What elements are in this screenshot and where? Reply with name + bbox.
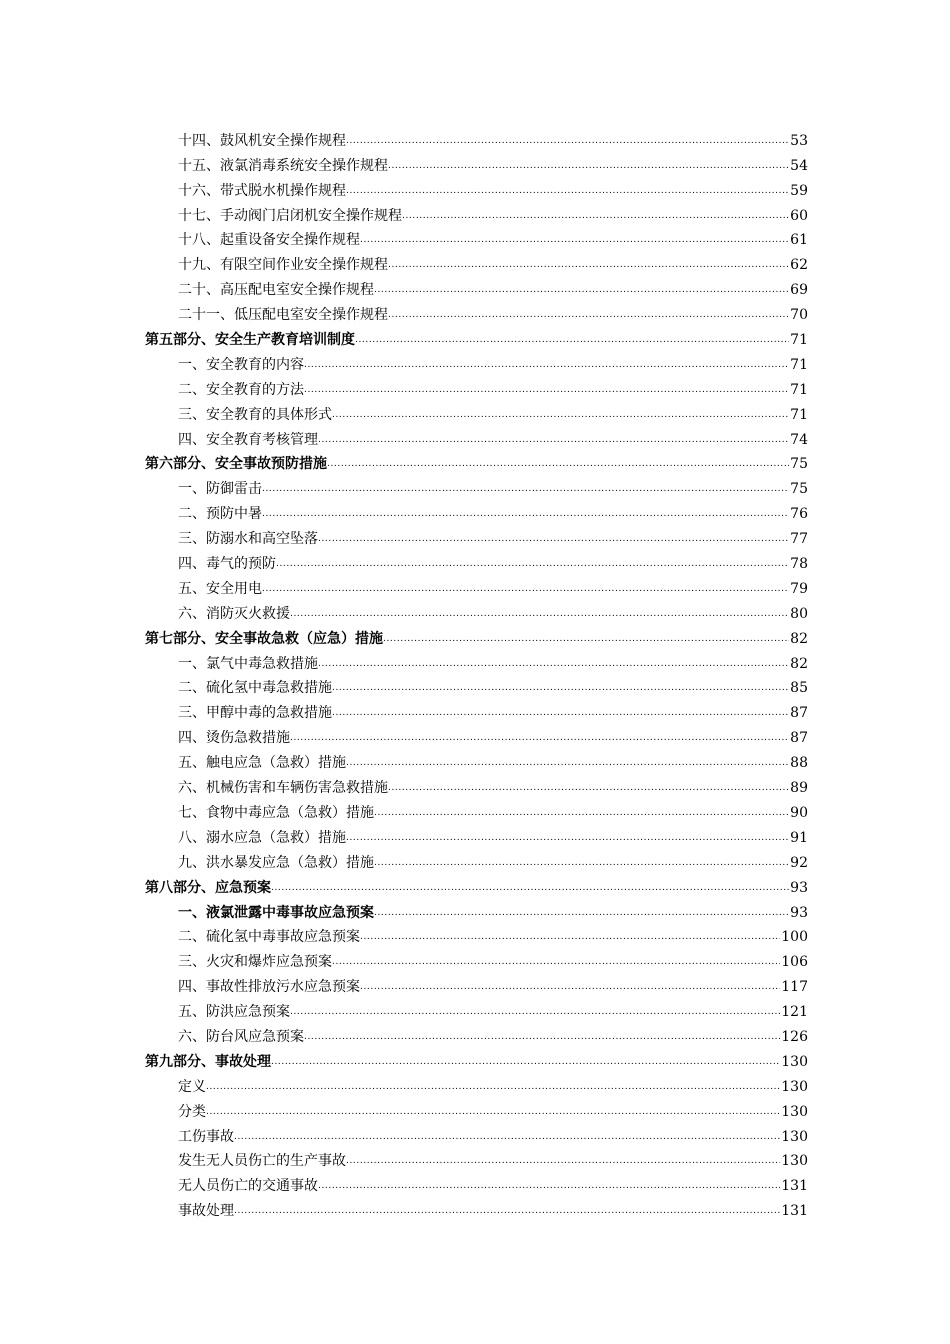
toc-dot-leader — [360, 982, 780, 993]
toc-entry[interactable] — [145, 772, 808, 797]
toc-entry-title: 十七、手动阀门启闭机安全操作规程 — [178, 207, 402, 224]
toc-entry[interactable] — [145, 822, 808, 847]
toc-entry[interactable] — [145, 374, 808, 399]
toc-entry[interactable] — [145, 523, 808, 548]
toc-entry[interactable] — [145, 722, 808, 747]
toc-entry-title: 五、防洪应急预案 — [178, 1004, 290, 1021]
toc-entry-title: 二、硫化氢中毒事故应急预案 — [178, 929, 360, 946]
toc-entry-title: 四、毒气的预防 — [178, 556, 276, 573]
toc-entry-title: 八、溺水应急（急救）措施 — [178, 829, 346, 846]
toc-page-number: 71 — [790, 332, 808, 349]
toc-page-number: 69 — [790, 282, 808, 299]
toc-entry-title: 三、防溺水和高空坠落 — [178, 531, 318, 548]
toc-entry-title: 二、预防中暑 — [178, 506, 262, 523]
toc-entry-title: 第七部分、安全事故急救（应急）措施 — [145, 630, 383, 647]
toc-entry-title: 六、机械伤害和车辆伤害急救措施 — [178, 780, 388, 797]
toc-entry[interactable] — [145, 548, 808, 573]
toc-page-number: 82 — [790, 630, 808, 647]
toc-dot-leader — [271, 1057, 780, 1068]
toc-dot-leader — [388, 260, 789, 271]
toc-entry-title: 第五部分、安全生产教育培训制度 — [145, 332, 355, 349]
toc-page-number: 93 — [790, 904, 808, 921]
toc-entry-title: 发生无人员伤亡的生产事故 — [178, 1153, 346, 1170]
toc-part-entry[interactable] — [145, 623, 808, 648]
toc-dot-leader — [346, 186, 789, 197]
toc-entry[interactable] — [145, 897, 808, 922]
toc-entry[interactable] — [145, 1021, 808, 1046]
toc-entry-title: 第八部分、应急预案 — [145, 879, 271, 896]
toc-entry-title: 十六、带式脱水机操作规程 — [178, 182, 346, 199]
toc-entry-title: 四、事故性排放污水应急预案 — [178, 979, 360, 996]
toc-dot-leader — [346, 833, 789, 844]
toc-dot-leader — [402, 211, 789, 222]
toc-page-number: 77 — [790, 531, 808, 548]
toc-dot-leader — [304, 385, 789, 396]
toc-entry[interactable] — [145, 150, 808, 175]
toc-entry-title: 第九部分、事故处理 — [145, 1053, 271, 1070]
toc-entry-title: 分类 — [178, 1103, 206, 1120]
toc-dot-leader — [206, 1107, 780, 1118]
toc-entry[interactable] — [145, 598, 808, 623]
toc-dot-leader — [234, 1132, 780, 1143]
toc-page-number: 70 — [790, 307, 808, 324]
toc-page-number: 71 — [790, 356, 808, 373]
toc-entry[interactable] — [145, 1121, 808, 1146]
toc-page-number: 54 — [790, 157, 808, 174]
toc-dot-leader — [327, 459, 789, 470]
toc-page-number: 89 — [790, 780, 808, 797]
toc-page-number: 130 — [781, 1053, 808, 1070]
toc-part-entry[interactable] — [145, 872, 808, 897]
toc-dot-leader — [262, 584, 789, 595]
toc-entry-title: 二、硫化氢中毒急救措施 — [178, 680, 332, 697]
toc-dot-leader — [374, 858, 789, 869]
toc-entry-title: 四、烫伤急救措施 — [178, 730, 290, 747]
toc-entry-title: 一、安全教育的内容 — [178, 356, 304, 373]
toc-entry[interactable] — [145, 200, 808, 225]
toc-page-number: 60 — [790, 207, 808, 224]
toc-page-number: 71 — [790, 406, 808, 423]
toc-entry-title: 三、安全教育的具体形式 — [178, 406, 332, 423]
toc-entry[interactable] — [145, 946, 808, 971]
toc-dot-leader — [346, 136, 789, 147]
toc-dot-leader — [346, 758, 789, 769]
toc-entry[interactable] — [145, 125, 808, 150]
toc-entry[interactable] — [145, 249, 808, 274]
toc-entry-title: 一、液氯泄露中毒事故应急预案 — [178, 904, 374, 921]
toc-entry-title: 七、食物中毒应急（急救）措施 — [178, 804, 374, 821]
toc-page-number: 131 — [781, 1178, 808, 1195]
toc-entry[interactable] — [145, 299, 808, 324]
toc-entry-title: 无人员伤亡的交通事故 — [178, 1178, 318, 1195]
toc-entry[interactable] — [145, 473, 808, 498]
toc-entry-title: 五、安全用电 — [178, 580, 262, 597]
toc-entry[interactable] — [145, 673, 808, 698]
toc-page-number: 74 — [790, 431, 808, 448]
toc-entry[interactable] — [145, 349, 808, 374]
toc-entry[interactable] — [145, 1071, 808, 1096]
toc-dot-leader — [276, 559, 789, 570]
toc-page-number: 90 — [790, 804, 808, 821]
toc-dot-leader — [318, 1181, 780, 1192]
toc-part-entry[interactable] — [145, 449, 808, 474]
toc-entry-title: 二十一、低压配电室安全操作规程 — [178, 307, 388, 324]
toc-entry[interactable] — [145, 399, 808, 424]
toc-page-number: 87 — [790, 730, 808, 747]
toc-entry-title: 四、安全教育考核管理 — [178, 431, 318, 448]
toc-entry[interactable] — [145, 175, 808, 200]
toc-dot-leader — [290, 609, 789, 620]
toc-entry[interactable] — [145, 1170, 808, 1195]
toc-entry-title: 一、氯气中毒急救措施 — [178, 655, 318, 672]
toc-page-number: 82 — [790, 655, 808, 672]
toc-page-number: 79 — [790, 580, 808, 597]
toc-dot-leader — [290, 1007, 780, 1018]
toc-entry[interactable] — [145, 225, 808, 250]
toc-page-number: 121 — [781, 1004, 808, 1021]
toc-dot-leader — [262, 509, 789, 520]
toc-page-number: 106 — [781, 954, 808, 971]
toc-entry[interactable] — [145, 847, 808, 872]
toc-entry[interactable] — [145, 922, 808, 947]
toc-page-number: 75 — [790, 481, 808, 498]
toc-dot-leader — [332, 708, 789, 719]
toc-dot-leader — [360, 235, 789, 246]
toc-dot-leader — [360, 932, 780, 943]
toc-page-number: 100 — [781, 929, 808, 946]
toc-dot-leader — [318, 534, 789, 545]
toc-dot-leader — [304, 360, 789, 371]
toc-entry-title: 十五、液氯消毒系统安全操作规程 — [178, 157, 388, 174]
toc-page-number: 88 — [790, 755, 808, 772]
toc-entry-title: 十八、起重设备安全操作规程 — [178, 232, 360, 249]
toc-page-number: 131 — [781, 1203, 808, 1220]
toc-dot-leader — [374, 908, 789, 919]
toc-page-number: 85 — [790, 680, 808, 697]
toc-dot-leader — [271, 883, 789, 894]
toc-page-number: 61 — [790, 232, 808, 249]
toc-dot-leader — [383, 634, 789, 645]
toc-entry-title: 二、安全教育的方法 — [178, 381, 304, 398]
toc-entry-title: 六、消防灭火救援 — [178, 605, 290, 622]
toc-entry[interactable] — [145, 797, 808, 822]
toc-entry[interactable] — [145, 1195, 808, 1220]
toc-dot-leader — [262, 484, 789, 495]
toc-part-entry[interactable] — [145, 1046, 808, 1071]
toc-entry[interactable] — [145, 1146, 808, 1171]
toc-entry[interactable] — [145, 573, 808, 598]
toc-dot-leader — [388, 310, 789, 321]
toc-entry[interactable] — [145, 498, 808, 523]
toc-page-number: 126 — [781, 1028, 808, 1045]
toc-page-number: 117 — [781, 979, 808, 996]
toc-entry-title: 事故处理 — [178, 1203, 234, 1220]
toc-page-number: 130 — [781, 1128, 808, 1145]
toc-dot-leader — [355, 335, 789, 346]
toc-entry[interactable] — [145, 648, 808, 673]
toc-dot-leader — [374, 808, 789, 819]
toc-page-number: 130 — [781, 1078, 808, 1095]
toc-page-number: 92 — [790, 854, 808, 871]
toc-entry[interactable] — [145, 697, 808, 722]
toc-entry-title: 工伤事故 — [178, 1128, 234, 1145]
toc-entry-title: 九、洪水暴发应急（急救）措施 — [178, 854, 374, 871]
toc-entry[interactable] — [145, 996, 808, 1021]
toc-entry[interactable] — [145, 424, 808, 449]
toc-dot-leader — [206, 1082, 780, 1093]
toc-part-entry[interactable] — [145, 324, 808, 349]
toc-entry-title: 十九、有限空间作业安全操作规程 — [178, 257, 388, 274]
toc-entry-title: 一、防御雷击 — [178, 481, 262, 498]
toc-page-number: 80 — [790, 605, 808, 622]
toc-dot-leader — [318, 435, 789, 446]
toc-page-number: 93 — [790, 879, 808, 896]
toc-page-number: 71 — [790, 381, 808, 398]
toc-dot-leader — [332, 683, 789, 694]
toc-entry[interactable] — [145, 274, 808, 299]
table-of-contents — [145, 125, 808, 1220]
toc-entry[interactable] — [145, 971, 808, 996]
toc-dot-leader — [318, 659, 789, 670]
toc-entry[interactable] — [145, 1096, 808, 1121]
toc-page-number: 59 — [790, 182, 808, 199]
toc-dot-leader — [234, 1206, 780, 1217]
toc-entry-title: 十四、鼓风机安全操作规程 — [178, 132, 346, 149]
toc-page-number: 130 — [781, 1103, 808, 1120]
toc-page-number: 87 — [790, 705, 808, 722]
toc-dot-leader — [290, 733, 789, 744]
toc-page-number: 130 — [781, 1153, 808, 1170]
toc-page-number: 78 — [790, 556, 808, 573]
toc-page-number: 75 — [790, 456, 808, 473]
toc-dot-leader — [374, 285, 789, 296]
toc-entry-title: 定义 — [178, 1078, 206, 1095]
toc-dot-leader — [388, 783, 789, 794]
toc-dot-leader — [388, 161, 789, 172]
toc-entry-title: 三、火灾和爆炸应急预案 — [178, 954, 332, 971]
toc-page-number: 76 — [790, 506, 808, 523]
toc-page-number: 62 — [790, 257, 808, 274]
toc-page-number: 53 — [790, 132, 808, 149]
toc-dot-leader — [346, 1156, 780, 1167]
toc-dot-leader — [332, 957, 780, 968]
toc-entry-title: 二十、高压配电室安全操作规程 — [178, 282, 374, 299]
toc-entry-title: 三、甲醇中毒的急救措施 — [178, 705, 332, 722]
toc-entry-title: 第六部分、安全事故预防措施 — [145, 456, 327, 473]
toc-entry-title: 六、防台风应急预案 — [178, 1028, 304, 1045]
toc-page-number: 91 — [790, 829, 808, 846]
toc-entry[interactable] — [145, 747, 808, 772]
toc-dot-leader — [332, 410, 789, 421]
toc-dot-leader — [304, 1032, 780, 1043]
toc-entry-title: 五、触电应急（急救）措施 — [178, 755, 346, 772]
